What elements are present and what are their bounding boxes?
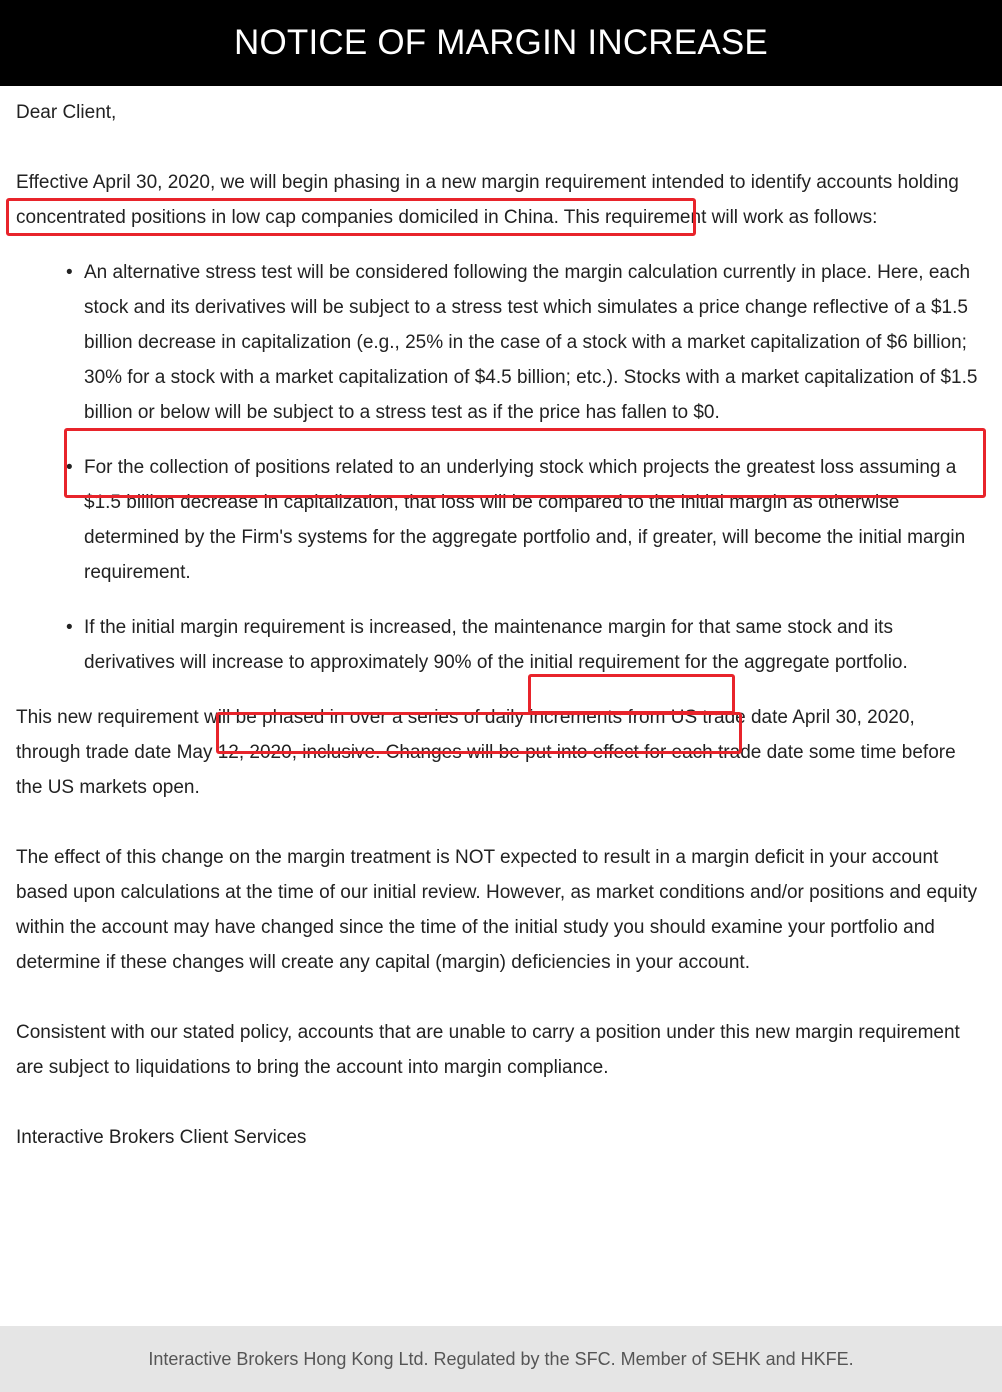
list-item-text: An alternative stress test will be considered following the margin calculation currently in place. Here, each stock and its derivatives will be subject to a stress test which simulates a price change reflective of a $1.5 billion decrease in capitalization (e.g., 25% in the case of a stock with a market capitalization of $6 billion; 30% for a stock with a market capitalization of $4.5 billion; etc.). Stocks with a market capitalization of $1.5 billion or below will be subject to a stress test as if the price has fallen to $0.	[84, 262, 978, 423]
intro-paragraph: Effective April 30, 2020, we will begin phasing in a new margin requirement intended to identify accounts holding concentrated positions in low cap companies domiciled in China. This requirement will work as follows:	[16, 172, 959, 228]
bullet-icon: •	[66, 457, 73, 478]
effect-paragraph: The effect of this change on the margin treatment is NOT expected to result in a margin deficit in your account based upon calculations at the time of our initial review. However, as market conditions and/or positions and equity within the account may have changed since the time of the initial study you should examine your portfolio and determine if these changes will create any capital (margin) deficiencies in your account.	[16, 847, 978, 973]
bullet-icon: •	[66, 617, 73, 638]
requirement-list	[16, 255, 981, 680]
signature: Interactive Brokers Client Services	[16, 1127, 307, 1148]
list-item	[66, 255, 981, 430]
list-item-text: For the collection of positions related to an underlying stock which projects the greatest loss assuming a $1.5 billion decrease in capitalization, that loss will be compared to the initial margin as otherwise determined by the Firm's systems for the aggregate portfolio and, if greater, will become the initial margin requirement.	[84, 457, 966, 583]
phase-paragraph: This new requirement will be phased in over a series of daily increments from US trade date April 30, 2020, through trade date May 12, 2020, inclusive. Changes will be put into effect for each trade date some time before the US markets open.	[16, 707, 956, 798]
notice-header	[0, 0, 1002, 86]
list-item	[66, 610, 981, 680]
footer-text: Interactive Brokers Hong Kong Ltd. Regulated by the SFC. Member of SEHK and HKFE.	[148, 1348, 854, 1369]
notice-title: NOTICE OF MARGIN INCREASE	[234, 23, 768, 62]
greeting: Dear Client,	[16, 102, 117, 123]
list-item	[66, 450, 981, 590]
letter-body	[16, 95, 981, 1155]
policy-paragraph: Consistent with our stated policy, accounts that are unable to carry a position under this new margin requirement are subject to liquidations to bring the account into margin compliance.	[16, 1022, 960, 1078]
bullet-icon: •	[66, 262, 73, 283]
list-item-text: If the initial margin requirement is increased, the maintenance margin for that same stock and its derivatives will increase to approximately 90% of the initial requirement for the aggregate portfolio.	[84, 617, 908, 673]
footer	[0, 1326, 1002, 1392]
